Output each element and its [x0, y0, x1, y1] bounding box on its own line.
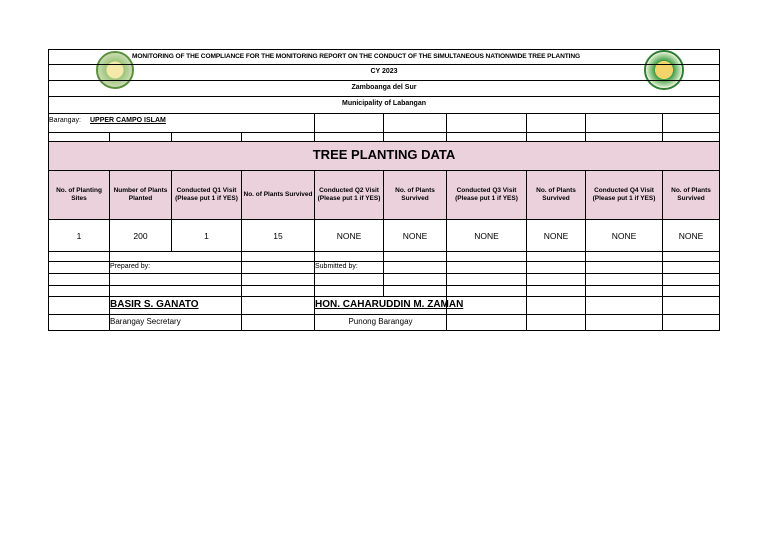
table-cell: 15	[273, 230, 283, 241]
table-cell: 1	[76, 230, 82, 241]
table-cell: 1	[204, 230, 209, 241]
col-header: No. of Planting Sites	[56, 187, 102, 202]
col-header: Conducted Q3 Visit (Please put 1 if YES)	[455, 187, 518, 202]
report-title: MONITORING OF THE COMPLIANCE FOR THE MONITORING REPORT ON THE CONDUCT OF THE SIMULTANEOUS NATIONWIDE TREE PLANTING	[132, 53, 581, 60]
municipality-name: Municipality of Labangan	[341, 100, 426, 107]
prepared-by-name: BASIR S. GANATO	[110, 299, 199, 310]
submitted-by-name: HON. CAHARUDDIN M. ZAMAN	[315, 299, 464, 310]
submitted-by-title: Punong Barangay	[348, 317, 413, 326]
barangay-label: Barangay:	[49, 117, 81, 124]
col-header: No. of Plants Survived	[395, 187, 435, 202]
col-header: No. of Plants Survived	[243, 191, 313, 198]
section-title: TREE PLANTING DATA	[312, 147, 456, 162]
col-header: Conducted Q2 Visit (Please put 1 if YES)	[317, 187, 381, 202]
prepared-by-label: Prepared by:	[110, 263, 151, 270]
barangay-value: UPPER CAMPO ISLAM	[90, 117, 166, 124]
table-cell: NONE	[474, 230, 499, 241]
prepared-by-title: Barangay Secretary	[110, 317, 181, 326]
table-cell: NONE	[402, 230, 428, 241]
table-cell: NONE	[678, 230, 704, 241]
col-header: No. of Plants Survived	[536, 187, 576, 202]
table-cell: NONE	[336, 230, 362, 241]
report-year: CY 2023	[370, 68, 398, 75]
province-name: Zamboanga del Sur	[351, 84, 417, 91]
col-header: No. of Plants Survived	[671, 187, 711, 202]
submitted-by-label: Submitted by:	[315, 263, 358, 270]
col-header: Number of Plants Planted	[113, 187, 168, 202]
table-cell: NONE	[611, 230, 637, 241]
table-cell: NONE	[543, 230, 569, 241]
col-header: Conducted Q1 Visit (Please put 1 if YES)	[175, 187, 238, 202]
col-header: Conducted Q4 Visit (Please put 1 if YES)	[592, 187, 656, 202]
table-cell: 200	[133, 230, 148, 241]
